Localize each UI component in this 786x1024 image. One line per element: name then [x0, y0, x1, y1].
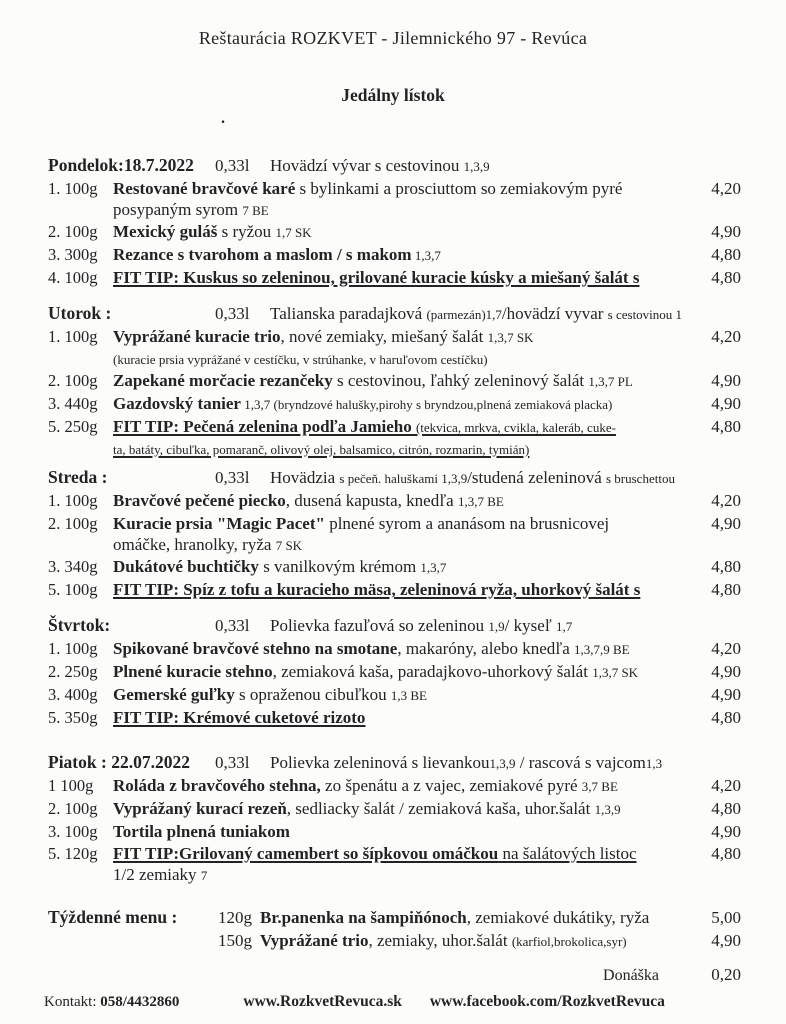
day-header [48, 302, 741, 326]
item-number-weight: 3. 340g [48, 557, 98, 576]
soup-volume: 0,33l [215, 468, 250, 487]
menu-item-row [48, 326, 741, 349]
day-header [48, 466, 741, 490]
soup-description [270, 303, 741, 326]
item-price: 4,80 [711, 844, 741, 863]
contact-info [44, 994, 179, 1011]
menu-item-row [48, 798, 741, 821]
soup-description [270, 752, 741, 775]
menu-item-row [48, 393, 741, 416]
weekly-menu-label: Týždenné menu : [48, 907, 178, 927]
text-segment: FIT TIP: Kuskus so zeleninou, grilované kuracie kúsky a miešaný šalát s [113, 268, 640, 287]
text-segment: Bravčové pečené piecko [113, 491, 286, 510]
item-description [113, 798, 695, 821]
day-label: Piatok : 22.07.2022 [48, 752, 190, 772]
menu-item-row [48, 490, 741, 513]
item-number-weight: 2. 100g [48, 799, 98, 818]
text-segment: Talianska paradajková [270, 304, 427, 323]
item-price: 5,00 [711, 908, 741, 927]
menu-item-row [48, 638, 741, 661]
menu-item-row [48, 843, 741, 865]
text-segment: Hovädzí vývar s cestovinou [270, 156, 464, 175]
text-segment: Vyprážané kuracie trio [113, 327, 281, 346]
text-segment: Rezance s tvarohom a maslom / s makom [113, 245, 412, 264]
text-segment: , zemiakové dukátiky, ryža [466, 908, 650, 927]
text-segment: 1,7 [555, 619, 573, 634]
item-continuation-text [113, 439, 741, 460]
item-continuation-text [113, 200, 741, 221]
item-number-weight: 1. 100g [48, 639, 98, 658]
text-segment: Gazdovský tanier [113, 394, 241, 413]
text-segment: 1,3,7 SK [592, 665, 639, 680]
item-number-weight: 1. 100g [48, 327, 98, 346]
text-segment: zo špenátu a z vajec, zemiakové pyré [320, 776, 582, 795]
item-continuation-row [48, 349, 741, 370]
text-segment: FIT TIP: Spíz z tofu a kuracieho mäsa, zeleninová ryža, uhorkový šalát s [113, 580, 641, 599]
item-description [113, 244, 695, 267]
delivery-label: Donáška [603, 967, 659, 984]
text-segment: s pečeň. haluškami 1,3,9 [339, 471, 468, 486]
item-price: 4,80 [711, 708, 741, 727]
text-segment: na šalátových listoc [498, 844, 637, 863]
item-number-weight: 2. 100g [48, 222, 98, 241]
text-segment: 1/2 zemiaky [113, 865, 201, 884]
item-description [113, 416, 695, 439]
text-segment: ta, batáty, cibuľka, pomaranč, olivový olej, balsamico, citrón, rozmarin, tymián) [113, 442, 530, 457]
menu-item-row [48, 221, 741, 244]
item-number-weight: 1. 100g [48, 491, 98, 510]
item-continuation-text [113, 535, 741, 556]
text-segment: / rascová s vajcom [515, 753, 646, 772]
text-segment: Gemerské guľky [113, 685, 235, 704]
item-price: 4,90 [711, 514, 741, 533]
item-description [113, 661, 695, 684]
menu-item-row [48, 513, 741, 535]
soup-volume: 0,33l [215, 616, 250, 635]
delivery-row [48, 964, 741, 987]
weekly-menu-row [48, 906, 741, 929]
item-price: 4,20 [711, 327, 741, 346]
menu-item-row [48, 684, 741, 707]
soup-volume: 0,33l [215, 156, 250, 175]
item-description [113, 178, 695, 200]
text-segment: 7 BE [242, 203, 269, 218]
text-segment: FIT TIP:Grilovaný camembert so šípkovou omáčkou [113, 844, 499, 863]
text-segment: , nové zemiaky, miešaný šalát [280, 327, 488, 346]
item-description [113, 579, 695, 601]
text-segment: 1,3,7 [411, 248, 441, 263]
item-number-weight: 2. 250g [48, 662, 98, 681]
item-description [113, 221, 695, 244]
day-header [48, 751, 741, 775]
item-price: 4,80 [711, 245, 741, 264]
text-segment: 1,3,9 [489, 756, 516, 771]
text-segment: Zapekané morčacie rezančeky [113, 371, 333, 390]
day-section [48, 302, 741, 460]
text-segment: Polievka zeleninová s lievankou [270, 753, 490, 772]
item-number-weight: 5. 100g [48, 580, 98, 599]
text-segment: Plnené kuracie stehno [113, 662, 273, 681]
text-segment: Kuracie prsia "Magic Pacet" [113, 514, 325, 533]
day-header [48, 614, 741, 638]
text-segment: s bruschettou [605, 471, 675, 486]
item-number-weight: 3. 300g [48, 245, 98, 264]
website-url: www.RozkvetRevuca.sk [243, 993, 402, 1010]
text-segment: 1,3,9 [463, 159, 490, 174]
item-weight: 150g [218, 931, 252, 950]
soup-description [270, 467, 741, 490]
text-segment: s bylinkami a prosciuttom so zemiakovým pyré [295, 179, 623, 198]
weekly-menu-section [48, 906, 741, 953]
text-segment: s ryžou [217, 222, 276, 241]
item-description [113, 684, 695, 707]
menu-item-row [48, 775, 741, 798]
text-segment: Br.panenka na šampiňónoch [260, 908, 467, 927]
item-number-weight: 5. 350g [48, 708, 98, 727]
item-number-weight: 3. 440g [48, 394, 98, 413]
soup-volume: 0,33l [215, 753, 250, 772]
text-segment: 1,7 SK [275, 225, 312, 240]
text-segment: 1,3,7,9 BE [574, 642, 630, 657]
item-price: 4,80 [711, 268, 741, 287]
item-description [113, 775, 695, 798]
soup-volume: 0,33l [215, 304, 250, 323]
soup-description [270, 155, 741, 178]
footer [44, 993, 741, 1011]
text-segment: 1,3,7 PL [588, 374, 633, 389]
text-segment: 1,9 [488, 619, 505, 634]
day-section [48, 614, 741, 729]
item-number-weight: 3. 100g [48, 822, 98, 841]
text-segment: s cestovinou, ľahký zeleninový šalát [332, 371, 589, 390]
text-segment: 3,7 BE [581, 779, 618, 794]
text-segment: (parmezán)1,7 [426, 307, 502, 322]
item-number-weight: 3. 400g [48, 685, 98, 704]
item-price: 4,90 [711, 371, 741, 390]
text-segment: s cestovinou 1 [607, 307, 683, 322]
text-segment: 7 SK [275, 538, 303, 553]
text-segment: Tortila plnená tuniakom [113, 822, 290, 841]
item-description [113, 513, 695, 535]
item-number-weight: 4. 100g [48, 268, 98, 287]
day-section [48, 751, 741, 886]
day-section [48, 154, 741, 289]
text-segment: (karfiol,brokolica,syr) [511, 934, 627, 949]
menu-item-row [48, 416, 741, 439]
item-number-weight: 5. 120g [48, 844, 98, 863]
text-segment: posypaným syrom [113, 200, 243, 219]
text-segment: 1,3,7 BE [457, 494, 504, 509]
item-price: 4,20 [711, 776, 741, 795]
menu-item-row [48, 707, 741, 729]
menu-item-row [48, 661, 741, 684]
day-label: Pondelok:18.7.2022 [48, 155, 194, 175]
text-segment: , makaróny, alebo knedľa [397, 639, 574, 658]
text-segment: 1,3,9 [594, 802, 621, 817]
text-segment: /studená zeleninová [467, 468, 606, 487]
text-segment: Restované bravčové karé [113, 179, 296, 198]
menu-item-row [48, 267, 741, 289]
item-price: 4,90 [711, 685, 741, 704]
item-price: 4,20 [711, 491, 741, 510]
text-segment: Hovädzia [270, 468, 340, 487]
text-segment: , sedliacky šalát / zemiaková kaša, uhor.šalát [286, 799, 595, 818]
facebook-url: www.facebook.com/RozkvetRevuca [429, 993, 665, 1010]
contact-phone-number: 058/4432860 [100, 994, 180, 1010]
menu-item-row [48, 178, 741, 200]
item-description [260, 929, 695, 953]
text-segment: Roláda z bravčového stehna, [113, 776, 321, 795]
item-price: 4,90 [711, 662, 741, 681]
item-continuation-row [48, 865, 741, 886]
item-description [113, 267, 695, 289]
item-description [113, 707, 695, 729]
text-segment: Dukátové buchtičky [113, 557, 259, 576]
day-label: Utorok : [48, 303, 112, 323]
item-continuation-row [48, 535, 741, 556]
item-price: 4,80 [711, 799, 741, 818]
weekly-menu-row [48, 929, 741, 953]
item-description [113, 843, 695, 865]
item-price: 4,90 [711, 822, 741, 841]
item-number-weight: 1. 100g [48, 179, 98, 198]
text-segment: 1,3 BE [390, 688, 427, 703]
item-price: 4,20 [711, 639, 741, 658]
text-segment: Vyprážaný kurací rezeň [113, 799, 287, 818]
text-segment: , dusená kapusta, knedľa [285, 491, 458, 510]
item-description [113, 556, 695, 579]
text-segment: omáčke, hranolky, ryža [113, 535, 276, 554]
text-segment: FIT TIP: Pečená zelenina podľa Jamieho [113, 417, 416, 436]
day-header [48, 154, 741, 178]
menu-content [44, 154, 741, 1011]
delivery-price: 0,20 [711, 965, 741, 984]
day-label: Streda : [48, 467, 108, 487]
item-description [113, 638, 695, 661]
text-segment: , zemiaky, uhor.šalát [368, 931, 512, 950]
item-continuation-row [48, 200, 741, 221]
text-segment: FIT TIP: Krémové cuketové rizoto [113, 708, 366, 727]
text-segment: plnené syrom a ananásom na brusnicovej [324, 514, 610, 533]
item-price: 4,90 [711, 394, 741, 413]
item-price: 4,20 [711, 179, 741, 198]
menu-item-row [48, 370, 741, 393]
item-price: 4,90 [711, 931, 741, 950]
text-segment: 1,3,7 SK [487, 330, 534, 345]
text-segment: , zemiaková kaša, paradajkovo-uhorkový šalát [272, 662, 593, 681]
item-number-weight: 5. 250g [48, 417, 98, 436]
day-sections [48, 154, 741, 886]
text-segment: s opraženou cibuľkou [234, 685, 391, 704]
menu-item-row [48, 556, 741, 579]
text-segment: / kyseľ [504, 616, 556, 635]
item-description [113, 821, 695, 843]
item-description [113, 490, 695, 513]
text-segment: Vyprážané trio [260, 931, 369, 950]
text-segment: Spikované bravčové stehno na smotane [113, 639, 398, 658]
day-section [48, 466, 741, 601]
day-label: Štvrtok: [48, 615, 111, 635]
item-continuation-row [48, 439, 741, 460]
text-segment: Mexický guláš [113, 222, 218, 241]
item-description [113, 370, 695, 393]
item-price: 4,90 [711, 222, 741, 241]
restaurant-title: Reštaurácia ROZKVET - Jilemnického 97 - Revúca [198, 28, 588, 48]
menu-title: Jedálny lístok [341, 85, 445, 105]
text-segment: (kuracie prsia vyprážané v cestíčku, v strúhanke, v haruľovom cestíčku) [113, 352, 488, 367]
stray-dot: . [221, 110, 225, 127]
item-number-weight: 2. 100g [48, 514, 98, 533]
item-description [113, 326, 695, 349]
item-price: 4,80 [711, 580, 741, 599]
text-segment: s vanilkovým krémom [258, 557, 421, 576]
text-segment: (tekvica, mrkva, cvikla, kaleráb, cuke- [415, 420, 616, 435]
text-segment: /hovädzí vyvar [501, 304, 608, 323]
item-continuation-text [113, 865, 741, 886]
menu-item-row [48, 579, 741, 601]
item-continuation-text [113, 349, 741, 370]
item-number-weight: 2. 100g [48, 371, 98, 390]
text-segment: Polievka fazuľová so zeleninou [270, 616, 489, 635]
text-segment: 1,3 [645, 756, 663, 771]
contact-label: Kontakt: [44, 994, 101, 1010]
text-segment: 1,3,7 (bryndzové halušky,pirohy s bryndzou,plnená zemiaková placka) [240, 397, 613, 412]
soup-description [270, 615, 741, 638]
menu-item-row [48, 244, 741, 267]
item-weight: 120g [218, 908, 252, 927]
text-segment: 1,3,7 [420, 560, 447, 575]
item-description [260, 906, 695, 929]
item-price: 4,80 [711, 417, 741, 436]
menu-item-row [48, 821, 741, 843]
item-number-weight: 1 100g [48, 776, 94, 795]
item-description [113, 393, 695, 416]
item-price: 4,80 [711, 557, 741, 576]
text-segment: 7 [200, 868, 208, 883]
